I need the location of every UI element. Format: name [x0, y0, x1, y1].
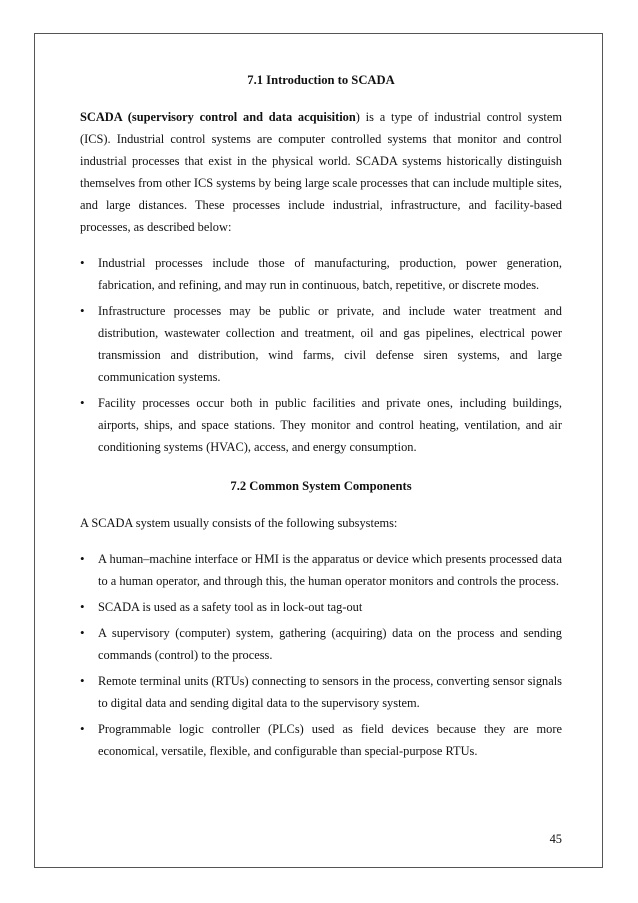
- list-item: [80, 622, 562, 666]
- section-heading-components: 7.2 Common System Components: [230, 479, 412, 493]
- list-item-text: Programmable logic controller (PLCs) used as field devices because they are more economical, versatile, flexible, and configurable than special-purpose RTUs.: [98, 722, 562, 758]
- list-item: [80, 670, 562, 714]
- intro-paragraph: [80, 106, 562, 238]
- list-item-text: Facility processes occur both in public facilities and private ones, including buildings, airports, ships, and space stations. They monitor and control heating, ventilation, and air conditioning systems (HVAC), access, and energy consumption.: [98, 396, 562, 454]
- bullet-icon: •: [80, 255, 85, 270]
- bullet-icon: •: [80, 599, 85, 614]
- list-item-text: Industrial processes include those of manufacturing, production, power generation, fabrication, and refining, and may run in continuous, batch, repetitive, or discrete modes.: [98, 256, 562, 292]
- list-item: [80, 252, 562, 296]
- list-item-text: A supervisory (computer) system, gathering (acquiring) data on the process and sending commands (control) to the process.: [98, 626, 562, 662]
- bullet-icon: •: [80, 395, 85, 410]
- page-number: 45: [549, 832, 562, 846]
- bullet-icon: •: [80, 625, 85, 640]
- bullet-icon: •: [80, 721, 85, 736]
- list-item-text: SCADA is used as a safety tool as in lock-out tag-out: [98, 600, 363, 614]
- bullet-icon: •: [80, 673, 85, 688]
- list-item-text: Remote terminal units (RTUs) connecting to sensors in the process, converting sensor signals to digital data and sending digital data to the supervisory system.: [98, 674, 562, 710]
- bullet-icon: •: [80, 303, 85, 318]
- process-types-list: [80, 252, 562, 458]
- list-item: [80, 300, 562, 388]
- list-item-text: Infrastructure processes may be public or private, and include water treatment and distribution, wastewater collection and treatment, oil and gas pipelines, electrical power transmission and distribution, wind farms, civil defense siren systems, and large communication systems.: [98, 304, 562, 384]
- list-item: [80, 548, 562, 592]
- list-item: [80, 392, 562, 458]
- document-body: [80, 72, 562, 766]
- list-item: [80, 596, 562, 618]
- section-heading-intro: 7.1 Introduction to SCADA: [247, 73, 395, 87]
- list-item: [80, 718, 562, 762]
- list-item-text: A human–machine interface or HMI is the apparatus or device which presents processed data to a human operator, and through this, the human operator monitors and controls the process.: [98, 552, 562, 588]
- bullet-icon: •: [80, 551, 85, 566]
- components-intro-paragraph: A SCADA system usually consists of the following subsystems:: [80, 516, 398, 530]
- subsystems-list: [80, 548, 562, 762]
- intro-paragraph-text: ) is a type of industrial control system (ICS). Industrial control systems are computer controlled systems that monitor and control industrial processes that exist in the physical world. SCADA systems historically distinguish themselves from other ICS systems by being large scale processes that can include multiple sites, and large distances. These processes include industrial, infrastructure, and facility-based processes, as described below:: [80, 110, 562, 234]
- intro-lead-bold: SCADA (supervisory control and data acquisition: [80, 110, 356, 124]
